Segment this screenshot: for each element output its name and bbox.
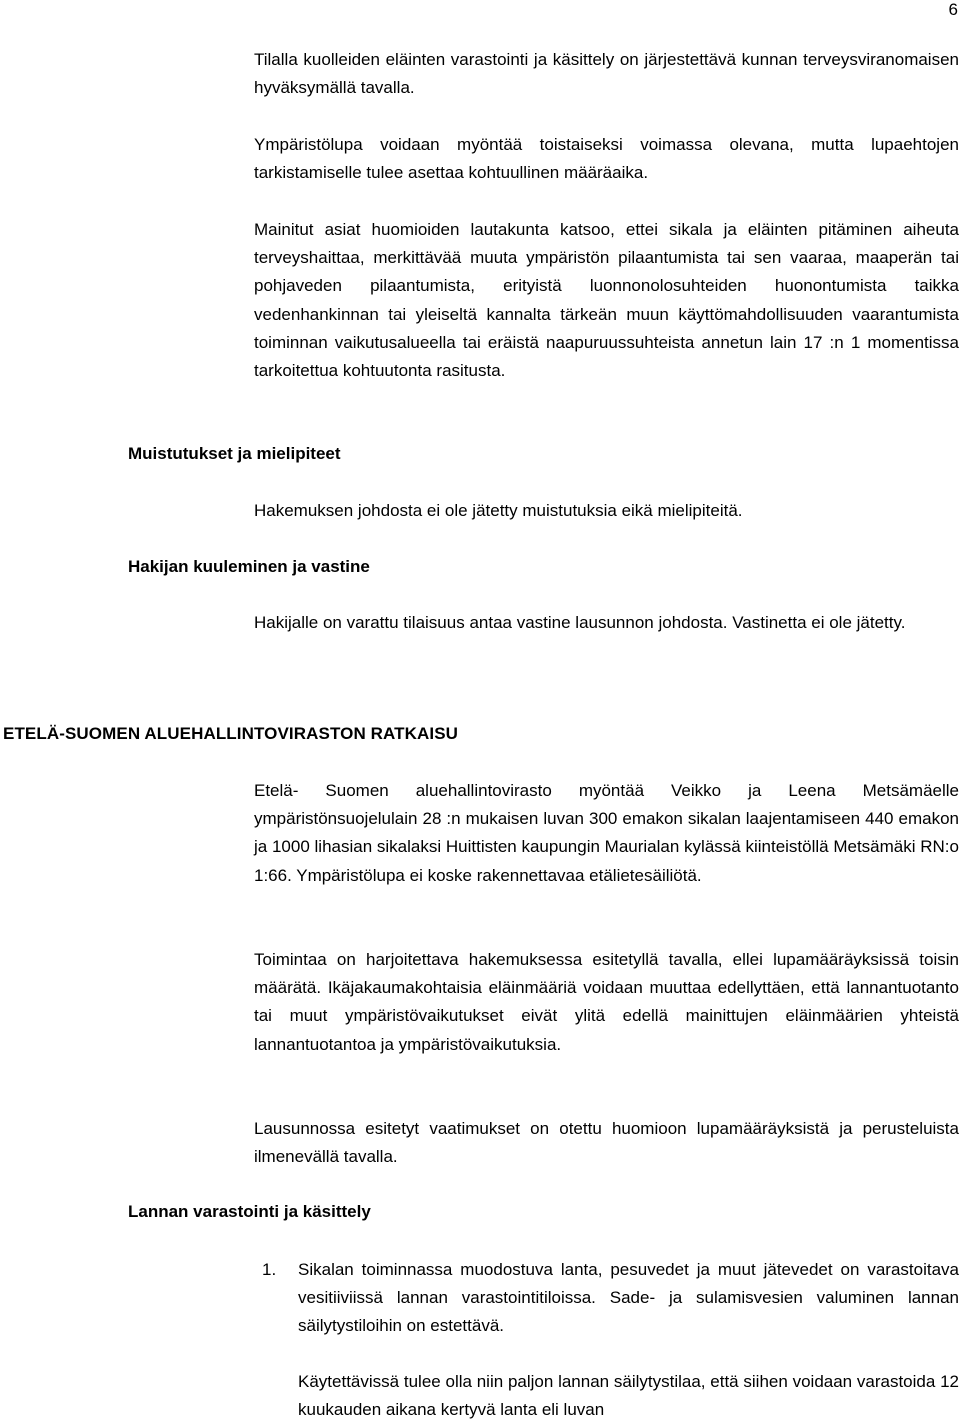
page-number: 6 bbox=[948, 0, 958, 19]
list-item-text: Sikalan toiminnassa muodostuva lanta, pesuvedet ja muut jätevedet on varastoitava vesitiiviissä lannan varastointitiloissa. Sade- ja sulamisvesien valuminen lannan säilytystiloihin on estettävä. bbox=[298, 1260, 959, 1336]
list-item-continuation: Käytettävissä tulee olla niin paljon lannan säilytystilaa, että siihen voidaan varastoida 12 kuukauden aikana kertyvä lanta eli luvan bbox=[298, 1372, 959, 1420]
list-number: 1. bbox=[262, 1260, 277, 1279]
paragraph-permit-validity: Ympäristölupa voidaan myöntää toistaiseksi voimassa olevana, mutta lupaehtojen tarkistamiselle tulee asettaa kohtuullinen määräaika. bbox=[254, 135, 959, 183]
paragraph-dead-animals: Tilalla kuolleiden eläinten varastointi ja käsittely on järjestettävä kunnan terveysviranomaisen hyväksymällä tavalla. bbox=[254, 50, 959, 98]
paragraph-kuuleminen: Hakijalle on varattu tilaisuus antaa vastine lausunnon johdosta. Vastinetta ei ole jätetty. bbox=[254, 613, 906, 632]
heading-muistutukset: Muistutukset ja mielipiteet bbox=[128, 444, 341, 463]
paragraph-ratkaisu-statement: Lausunnossa esitetyt vaatimukset on otettu huomioon lupamääräyksistä ja perusteluista ilmenevällä tavalla. bbox=[254, 1119, 959, 1167]
heading-ratkaisu: ETELÄ-SUOMEN ALUEHALLINTOVIRASTON RATKAISU bbox=[3, 724, 459, 743]
list-item bbox=[262, 1256, 959, 1341]
paragraph-board-assessment: Mainitut asiat huomioiden lautakunta katsoo, ettei sikala ja eläinten pitäminen aiheuta terveyshaittaa, merkittävää muuta ympäristön pilaantumista tai sen vaaraa, maaperän tai pohjaveden pilaantumista, erityistä luonnonolosuhteiden huonontumista taikka vedenhankinnan tai yleiseltä kannalta tärkeän muun käyttömahdollisuuden vaarantumista toiminnan vaikutusalueella tai eräistä naapuruussuhteista annetun lain 17 :n 1 momentissa tarkoitettua kohtuutonta rasitusta. bbox=[254, 220, 959, 381]
heading-kuuleminen: Hakijan kuuleminen ja vastine bbox=[128, 557, 370, 576]
paragraph-muistutukset: Hakemuksen johdosta ei ole jätetty muistutuksia eikä mielipiteitä. bbox=[254, 501, 743, 520]
heading-lanta: Lannan varastointi ja käsittely bbox=[128, 1202, 371, 1221]
paragraph-ratkaisu-operation: Toimintaa on harjoitettava hakemuksessa esitetyllä tavalla, ellei lupamääräyksissä toisin määrätä. Ikäjakaumakohtaisia eläinmääriä voidaan muuttaa edellyttäen, että lannantuotanto tai muut ympäristövaikutukset eivät ylitä edellä mainittujen eläinmäärien yhteistä lannantuotantoa ja ympäristövaikutuksia. bbox=[254, 950, 959, 1054]
paragraph-ratkaisu-permit: Etelä- Suomen aluehallintovirasto myöntää Veikko ja Leena Metsämäelle ympäristönsuojelulain 28 :n mukaisen luvan 300 emakon sikalan laajentamiseen 440 emakon ja 1000 lihasian sikalaksi Huittisten kaupungin Maurialan kylässä kiinteistöllä Metsämäki RN:o 1:66. Ympäristölupa ei koske rakennettavaa etälietesäiliötä. bbox=[254, 781, 959, 885]
